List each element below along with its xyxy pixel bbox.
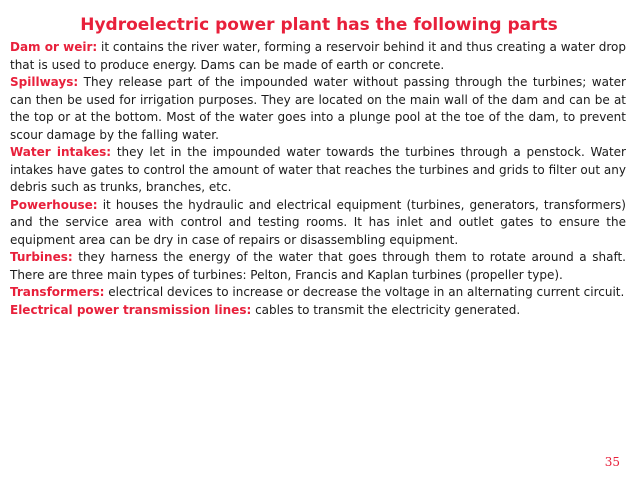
- part-transformers: [10, 284, 626, 302]
- part-powerhouse: [10, 197, 626, 250]
- part-dam: [10, 39, 626, 74]
- part-description: They release part of the impounded water without passing through the turbines; water can then be used for irrigation purposes. They are located on the main wall of the dam and can be at the top or at the bottom. Most of the water goes into a plunge pool at the toe of the dam, to prevent scour damage by the falling water.: [10, 75, 626, 142]
- part-term: Transformers:: [10, 285, 105, 299]
- parts-list: [10, 39, 626, 319]
- part-term: Dam or weir:: [10, 40, 98, 54]
- part-description: it contains the river water, forming a reservoir behind it and thus creating a water drop that is used to produce energy. Dams can be made of earth or concrete.: [10, 40, 627, 72]
- part-description: they harness the energy of the water that goes through them to rotate around a shaft. There are three main types of turbines: Pelton, Francis and Kaplan turbines (propeller type).: [10, 250, 626, 282]
- part-term: Water intakes:: [10, 145, 112, 159]
- part-term: Turbines:: [10, 250, 73, 264]
- part-turbines: [10, 249, 626, 284]
- part-term: Spillways:: [10, 75, 79, 89]
- part-description: electrical devices to increase or decrease the voltage in an alternating current circuit.: [104, 285, 625, 299]
- page-number: 35: [604, 455, 620, 469]
- part-description: cables to transmit the electricity generated.: [251, 302, 521, 317]
- part-spillways: [10, 74, 626, 144]
- part-description: they let in the impounded water towards the turbines through a penstock. Water intakes have gates to control the amount of water that reaches the turbines and grids to filter out any debris such as trunks, branches, etc.: [10, 145, 626, 194]
- part-description: it houses the hydraulic and electrical equipment (turbines, generators, transformers) and the service area with control and testing rooms. It has inlet and outlet gates to ensure the equipment area can be dry in case of repairs or disassembling equipment.: [10, 197, 626, 247]
- part-water-intakes: [10, 144, 626, 197]
- part-term: Powerhouse:: [10, 197, 98, 212]
- slide-title: Hydroelectric power plant has the following parts: [80, 15, 558, 35]
- part-transmission-lines: [10, 302, 626, 320]
- part-term: Electrical power transmission lines:: [10, 302, 252, 317]
